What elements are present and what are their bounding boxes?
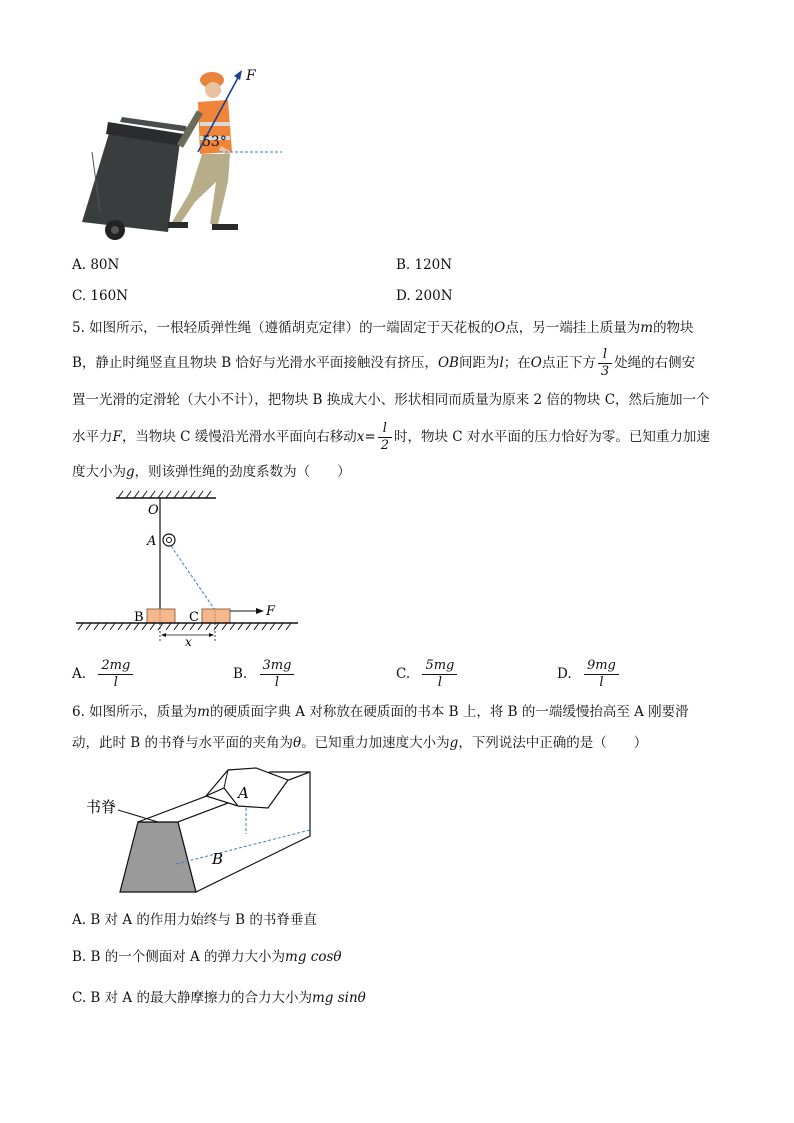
fraction-l-over-2: $\frac{l}{2}$ <box>378 421 392 454</box>
q4-option-a: A. 80N <box>72 257 120 273</box>
trash-bin-icon <box>82 117 188 240</box>
angle-label: 53° <box>202 134 227 150</box>
q6-option-b: B. B 的一个侧面对 A 的弹力大小为mg cosθ <box>72 949 342 965</box>
trash-bin-figure <box>70 62 300 247</box>
block-b-label: B <box>134 610 144 625</box>
dictionary-a-label: A <box>238 784 249 802</box>
q5-pulley-figure <box>70 488 310 648</box>
q5-option-d: D. $\frac{9mg}{l}$ <box>557 658 621 691</box>
point-a-label: A <box>147 534 157 549</box>
q5-line-4: 水平力F，当物块 C 缓慢沿光滑水平面向右移动x= $\frac{l}{2}$ 时，物块 C 对水平面的压力恰好为零。已知重力加速 <box>72 421 710 453</box>
q5-option-a: A. $\frac{2mg}{l}$ <box>72 658 135 691</box>
q6-book-figure <box>78 760 328 900</box>
q5-line-2: B，静止时绳竖直且物块 B 恰好与光滑水平面接触没有挤压，OB间距为l；在O点正下方 $\frac{l}{3}$ 处绳的右侧安 <box>72 347 696 379</box>
block-c-label: C <box>189 610 199 625</box>
book-b-label: B <box>212 850 224 868</box>
q4-option-c: C. 160N <box>72 288 129 304</box>
force-arrowhead <box>234 70 242 80</box>
x-label: x <box>185 635 192 648</box>
q5-line-1: 5. 如图所示，一根轻质弹性绳（遵循胡克定律）的一端固定于天花板的O点，另一端挂上质量为m的物块 <box>72 320 694 336</box>
fraction-l-over-3: $\frac{l}{3}$ <box>598 347 612 380</box>
ground-hatch <box>78 623 291 630</box>
ceiling-hatch <box>118 491 211 498</box>
q5-line-5: 度大小为g，则该弹性绳的劲度系数为（ ） <box>72 464 351 480</box>
block-b <box>147 609 175 623</box>
force-label: F <box>246 68 256 84</box>
q6-line-1: 6. 如图所示，质量为m的硬质面字典 A 对称放在硬质面的书本 B 上，将 B 的一端缓慢抬高至 A 刚要滑 <box>72 704 689 720</box>
q6-line-2: 动，此时 B 的书脊与水平面的夹角为θ。已知重力加速度大小为g，下列说法中正确的是（ ） <box>72 735 648 751</box>
point-o-label: O <box>148 503 159 518</box>
dashed-rope <box>171 546 215 610</box>
pulley-icon <box>163 534 175 546</box>
q5-option-c: C. $\frac{5mg}{l}$ <box>396 658 459 691</box>
spine-label: 书脊 <box>86 798 117 816</box>
q4-option-d: D. 200N <box>396 288 453 304</box>
q6-option-a: A. B 对 A 的作用力始终与 B 的书脊垂直 <box>72 912 317 928</box>
q5-line-3: 置一光滑的定滑轮（大小不计），把物块 B 换成大小、形状相同而质量为原来 2 倍的物块 C，然后施加一个 <box>72 392 710 408</box>
q6-option-c: C. B 对 A 的最大静摩擦力的合力大小为mg sinθ <box>72 990 366 1006</box>
force-f-label: F <box>266 604 276 619</box>
q5-option-b: B. $\frac{3mg}{l}$ <box>233 658 296 691</box>
q4-option-b: B. 120N <box>396 257 453 273</box>
block-c <box>202 609 230 623</box>
spine-pointer <box>118 810 158 822</box>
